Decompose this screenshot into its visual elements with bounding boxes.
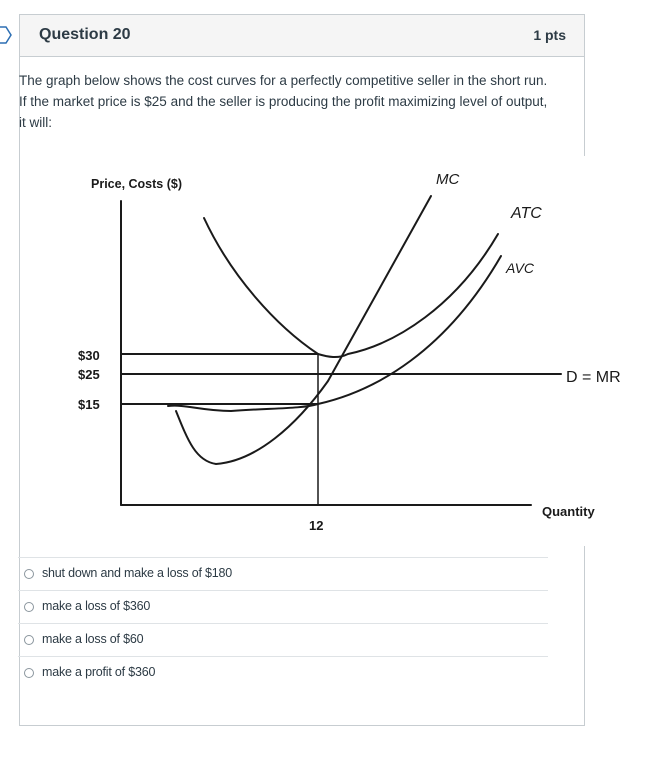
price-label-15: $15 [78,397,100,412]
quantity-label-12: 12 [309,518,324,533]
radio-button[interactable] [24,602,34,612]
radio-button[interactable] [24,569,34,579]
price-label-30: $30 [78,348,100,363]
answer-label[interactable]: make a loss of $60 [42,632,144,646]
cost-curves-graph [56,156,645,546]
question-points: 1 pts [533,27,566,43]
radio-button[interactable] [24,635,34,645]
demand-label: D = MR [566,369,621,386]
question-header [20,15,584,57]
graph-background [56,156,645,546]
answer-option[interactable] [18,623,548,656]
answer-list [18,557,548,689]
answer-label[interactable]: make a profit of $360 [42,665,156,679]
answer-option[interactable] [18,656,548,689]
question-title: Question 20 [39,26,131,43]
atc-label: ATC [511,205,542,222]
y-axis-label: Price, Costs ($) [91,177,183,191]
radio-button[interactable] [24,668,34,678]
question-text: The graph below shows the cost curves for a perfectly competitive seller in the short run. If the market price is $25 and the seller is producing the profit maximizing level of output, it will: [19,73,548,130]
answer-label[interactable]: make a loss of $360 [42,599,151,613]
answer-option[interactable] [18,557,548,590]
answer-option[interactable] [18,590,548,623]
price-label-25: $25 [78,367,100,382]
mc-label: MC [436,171,460,188]
question-flag-icon[interactable] [0,26,12,44]
answer-label[interactable]: shut down and make a loss of $180 [42,566,233,580]
avc-label: AVC [506,260,535,276]
x-axis-label: Quantity [542,504,595,519]
